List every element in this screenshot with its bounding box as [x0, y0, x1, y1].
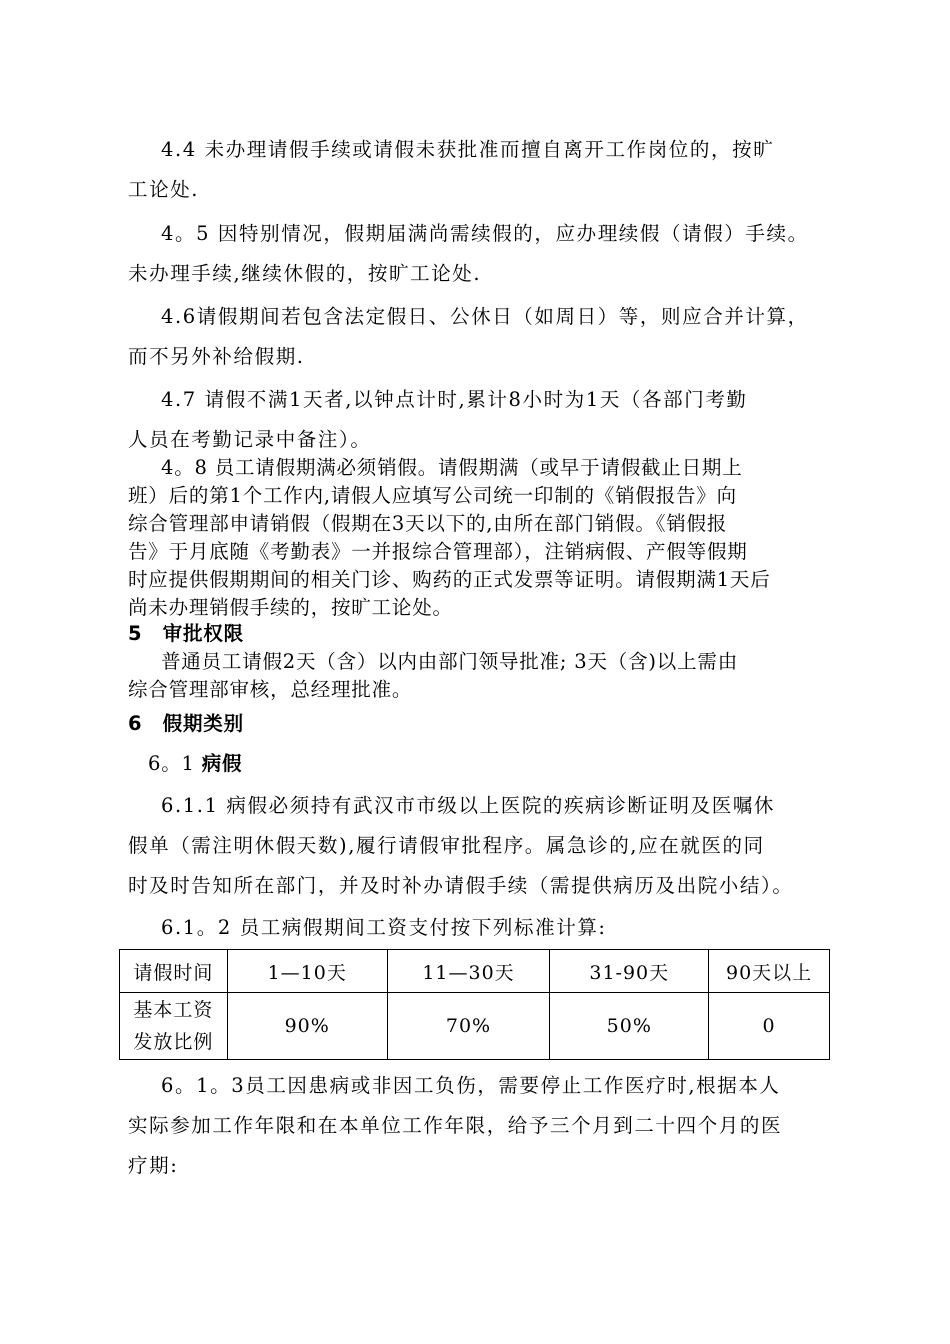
table-row: [120, 993, 830, 1060]
para-6-1-3-line-1: 6。1。3员工因患病或非因工负伤，需要停止工作医疗时,根据本人: [161, 1074, 781, 1097]
table-cell: 70%: [387, 993, 550, 1060]
para-4-5-line-1: 4。5 因特别情况，假期届满尚需续假的，应办理续假（请假）手续。: [161, 222, 809, 245]
para-4-8-line-6: 尚未办理销假手续的，按旷工论处。: [128, 596, 453, 619]
table-row-label-line-2: 发放比例: [133, 1031, 214, 1053]
para-6-1-3-line-2: 实际参加工作年限和在本单位工作年限，给予三个月到二十四个月的医: [128, 1114, 783, 1137]
table-header-row: [120, 950, 830, 993]
para-4-5-line-2: 未办理手续,继续休假的，按旷工论处.: [128, 262, 482, 285]
table-cell: 90%: [227, 993, 387, 1060]
para-4-6-line-2: 而不另外补给假期.: [128, 345, 305, 368]
table-header-cell: 11—30天: [387, 950, 550, 993]
para-6-1-3-line-3: 疗期:: [128, 1154, 179, 1177]
section-5-line-1: 普通员工请假2天（含）以内由部门领导批准; 3天（含)以上需由: [161, 650, 738, 673]
table-cell: 50%: [550, 993, 709, 1060]
subsection-6-1-number: 6。1: [148, 752, 202, 775]
para-4-8-line-5: 时应提供假期期间的相关门诊、购药的正式发票等证明。请假期满1天后: [128, 568, 771, 591]
table-cell: 0: [709, 993, 830, 1060]
sick-leave-pay-table: [119, 949, 830, 1060]
subsection-6-1-title: 病假: [201, 752, 243, 775]
para-6-1-2: 6.1。2 员工病假期间工资支付按下列标准计算:: [161, 916, 607, 939]
para-4-8-line-2: 班）后的第1个工作内,请假人应填写公司统一印制的《销假报告》向: [128, 484, 737, 507]
para-4-8-line-4: 告》于月底随《考勤表》一并报综合管理部），注销病假、产假等假期: [128, 540, 748, 563]
para-4-7-line-2: 人员在考勤记录中备注）。: [128, 428, 372, 451]
table-row-label: [120, 993, 228, 1060]
table-header-cell: 31-90天: [550, 950, 709, 993]
para-4-6-line-1: 4.6请假期间若包含法定假日、公休日（如周日）等，则应合并计算，: [161, 305, 809, 328]
para-6-1-1-line-2: 假单（需注明休假天数),履行请假审批程序。属急诊的,应在就医的同: [128, 834, 765, 857]
para-4-8-line-3: 综合管理部申请销假（假期在3天以下的,由所在部门销假。《销假报: [128, 512, 728, 535]
table-row-label-line-1: 基本工资: [133, 999, 214, 1021]
section-5-line-2: 综合管理部审核，总经理批准。: [128, 678, 413, 701]
subsection-6-1: [148, 750, 242, 778]
table-header-cell: 90天以上: [709, 950, 830, 993]
para-4-7-line-1: 4.7 请假不满1天者,以钟点计时,累计8小时为1天（各部门考勤: [161, 388, 748, 411]
para-4-8-line-1: 4。8 员工请假期满必须销假。请假期满（或早于请假截止日期上: [161, 456, 743, 479]
section-6-heading: 6 假期类别: [128, 712, 244, 735]
table-header-cell: 1—10天: [227, 950, 387, 993]
para-6-1-1-line-1: 6.1.1 病假必须持有武汉市市级以上医院的疾病诊断证明及医嘱休: [161, 794, 776, 817]
section-5-heading: 5 审批权限: [128, 622, 244, 645]
para-6-1-1-line-3: 时及时告知所在部门，并及时补办请假手续（需提供病历及出院小结）。: [128, 874, 794, 897]
para-4-4-line-2: 工论处.: [128, 178, 200, 201]
para-4-4-line-1: 4.4 未办理请假手续或请假未获批准而擅自离开工作岗位的，按旷: [161, 138, 775, 161]
table-header-cell: 请假时间: [120, 950, 228, 993]
